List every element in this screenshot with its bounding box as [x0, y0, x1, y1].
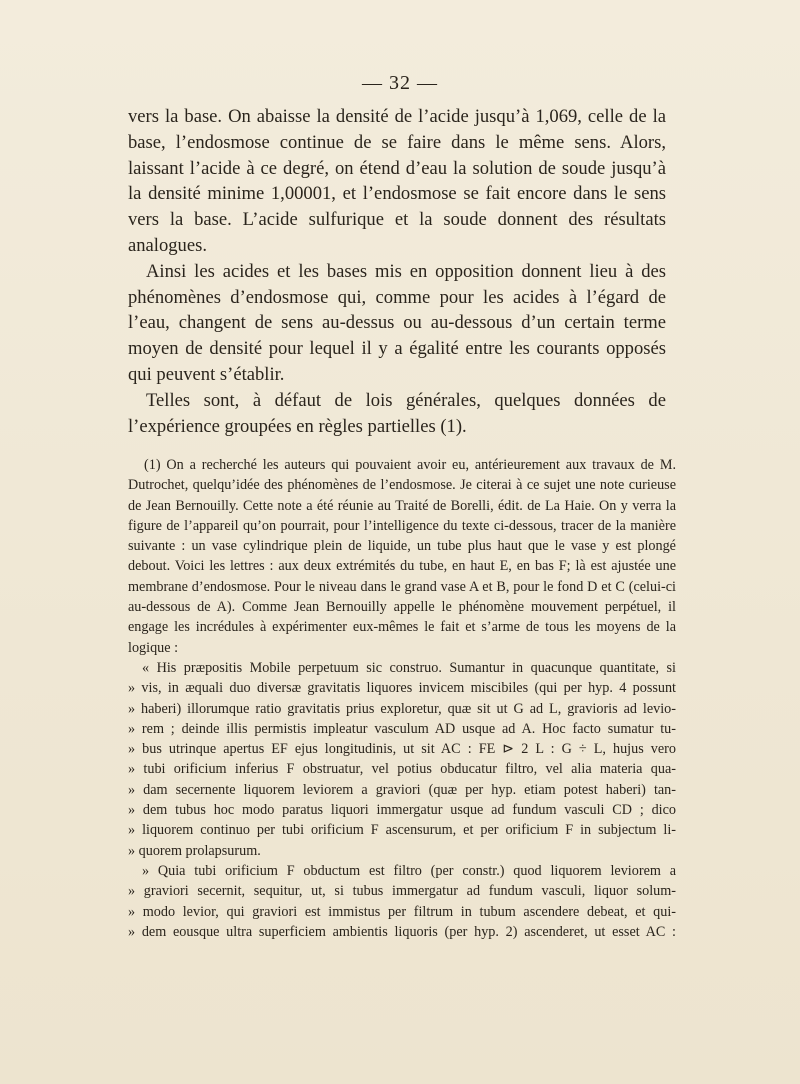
latin-quote [128, 658, 676, 942]
quote-line: » vis, in æquali duo diversæ gravitatis liquores invicem miscibiles (qui per hyp. 4 possunt [128, 680, 676, 697]
quote-line: » dem eousque ultra superficiem ambientis liquoris (per hyp. 2) ascenderet, ut esset AC : [128, 923, 676, 940]
body-paragraph: Telles sont, à défaut de lois générales, quelques données de l’expérience groupées en règles partielles (1). [128, 389, 666, 437]
quote-line: » haberi) illorumque ratio gravitatis prius exploretur, quæ sit ut G ad L, gravioris ad levio- [128, 700, 676, 717]
quote-line: » bus utrinque apertus EF ejus longitudinis, ut sit AC : FE ⊳ 2 L : G ÷ L, hujus vero [128, 741, 676, 758]
page-number: — 32 — [362, 72, 438, 94]
quote-line: » rem ; deinde illis permistis impleatur vasculum AD usque ad A. Hoc facto sumatur tu- [128, 720, 676, 737]
quote-line: » graviori secernit, sequitur, ut, si tubus immergatur ad fundum vasculi, liquor solum- [128, 883, 676, 900]
quote-line: » dam secernente liquorem leviorem a graviori (quæ per hyp. etiam potest haberi) tan- [128, 781, 676, 798]
quote-line: » modo levior, qui graviori est immistus per filtrum in tubum ascendere debeat, et qui- [128, 903, 676, 920]
footnote-intro: (1) On a recherché les auteurs qui pouvaient avoir eu, antérieurement aux travaux de M. Dutrochet, quelqu’idée des phénomènes de l’endosmose. Je citerai à ce sujet une note curieuse de Jean Bernouilly. Cette note a été réunie au Traité de Borelli, édit. de La Haie. On y verra la figure de l’appareil qu’on pourrait, pour l’intelligence du texte ci-dessous, tracer de la manière suivante : un vase cylindrique plein de liquide, un tube plus haut que le vase y est plongé debout. Voici les lettres : aux deux extrémités du tube, en haut E, en bas F; là est ajustée une membrane d’endosmose. Pour le niveau dans le grand vase A et B, pour le fond D et C (celui-ci au-dessous de A). Comme Jean Bernouilly appelle le phénomène mouvement perpétuel, il engage les incrédules à expérimenter eux-mêmes le fait et s’arme de tous les moyens de la logique : [128, 457, 676, 656]
quote-line: « His præpositis Mobile perpetuum sic construo. Sumantur in quacunque quantitate, si [142, 659, 676, 676]
body-paragraph: Ainsi les acides et les bases mis en opposition donnent lieu à des phénomènes d’endosmose qui, comme pour les acides à l’égard de l’eau, changent de sens au-dessus ou au-dessous d’un certain terme moyen de densité pour lequel il y a égalité entre les courants opposés qui peuvent s’établir. [128, 260, 666, 385]
quote-line: » liquorem continuo per tubi orificium F ascensurum, et per orificium F in subjectum li- [128, 822, 676, 839]
main-text [128, 104, 666, 439]
quote-line: » quorem prolapsurum. [128, 842, 261, 859]
body-paragraph: vers la base. On abaisse la densité de l’acide jusqu’à 1,069, celle de la base, l’endosmose continue de se faire dans le même sens. Alors, laissant l’acide à ce degré, on étend d’eau la solution de soude jusqu’à la densité minime 1,00001, et l’endosmose se fait encore dans le sens vers la base. L’acide sulfurique et la soude donnent des résultats analogues. [128, 106, 666, 256]
quote-line: » dem tubus hoc modo paratus liquori immergatur usque ad fundum vasculi CD ; dico [128, 802, 676, 819]
quote-line: » Quia tubi orificium F obductum est filtro (per constr.) quod liquorem leviorem a [142, 862, 676, 879]
footnote [128, 455, 676, 942]
quote-line: » tubi orificium inferius F obstruatur, vel potius obducatur filtro, vel alia materia qua- [128, 761, 676, 778]
